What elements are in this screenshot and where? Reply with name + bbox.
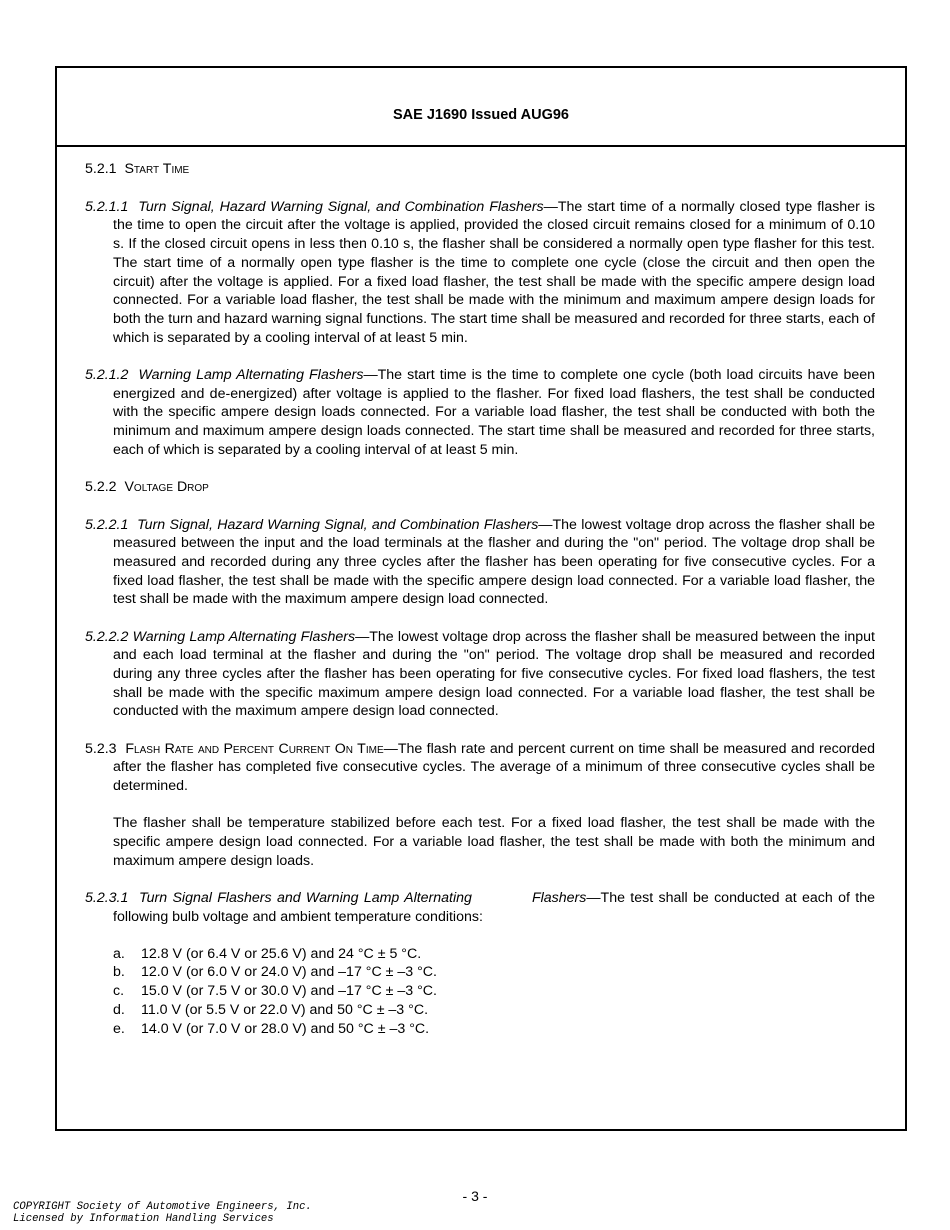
section-number: 5.2.1.2 (85, 366, 129, 383)
em-dash: — (586, 889, 601, 906)
document-title: SAE J1690 Issued AUG96 (393, 106, 569, 123)
copyright-notice (13, 1201, 312, 1226)
section-body: The lowest voltage drop across the flasher shall be measured between the input and each load terminal at the flasher and during the "on" period. The voltage drop shall be measured and recorded during any three cycles after the flasher has been operating for five consecutive cycles. For fixed load flashers, the test shall be made with the specific maximum ampere design load connected. For a variable load flasher, the test shall be conducted with the maximum ampere design load connected. (113, 628, 875, 720)
em-dash: — (363, 366, 378, 383)
list-item: d. 11.0 V (or 5.5 V or 22.0 V) and 50 °C ± –3 °C. (113, 1001, 429, 1018)
list-item: b. 12.0 V (or 6.0 V or 24.0 V) and –17 °C ± –3 °C. (113, 964, 437, 981)
section-5-2-3 (85, 740, 875, 796)
em-dash: — (543, 198, 558, 215)
section-5-2-1-heading (85, 160, 875, 179)
section-body: The test shall be conducted at each of the following bulb voltage and ambient temperature conditions: (113, 889, 875, 925)
section-number: 5.2.2 (85, 478, 117, 495)
section-number: 5.2.2.1 (85, 516, 129, 533)
section-5-2-2-heading (85, 478, 875, 497)
section-number: 5.2.2.2 (85, 628, 129, 645)
section-number: 5.2.3.1 (85, 889, 129, 906)
section-body: The start time of a normally closed type flasher is the time to open the circuit after the voltage is applied, provided the closed circuit remains closed for a minimum of 0.10 s. If the closed circuit opens in less then 0.10 s, the flasher shall be considered a normally open type flasher for this test. The start time of a normally open type flasher is the time to complete one cycle (close the circuit and then open the circuit) after the voltage is applied. For a fixed load flasher, the test shall be made with the specific ampere design load connected. For a variable load flasher, the test shall be made with the minimum and maximum ampere design loads for both the turn and hazard warning signal functions. The start time shall be measured and recorded for three starts, each of which is separated by a cooling interval of at least 5 min. (113, 198, 875, 346)
license-line: Licensed by Information Handling Services (13, 1213, 274, 1226)
page-frame (55, 66, 907, 1131)
section-5-2-1-2 (85, 366, 875, 460)
section-title-continued: Flashers (531, 889, 587, 906)
section-title: Warning Lamp Alternating Flashers (138, 366, 364, 383)
list-item: c. 15.0 V (or 7.5 V or 30.0 V) and –17 °C ± –3 °C. (113, 983, 437, 1000)
list-item: a. 12.8 V (or 6.4 V or 25.6 V) and 24 °C ± 5 °C. (113, 945, 422, 962)
section-title: Turn Signal, Hazard Warning Signal, and Combination Flashers (138, 198, 544, 215)
page-number: - 3 - (462, 1188, 488, 1204)
section-number: 5.2.1 (85, 161, 117, 177)
section-title: Turn Signal Flashers and Warning Lamp Alternating (139, 889, 472, 906)
list-item: e. 14.0 V (or 7.0 V or 28.0 V) and 50 °C ± –3 °C. (113, 1020, 430, 1037)
em-dash: — (383, 740, 398, 757)
section-title: Voltage Drop (124, 478, 209, 495)
em-dash: — (355, 628, 370, 645)
section-5-2-2-1 (85, 516, 875, 610)
test-conditions-list (113, 945, 875, 1039)
section-body: The start time is the time to complete one cycle (both load circuits have been energized and de-energized) after voltage is applied to the flasher. For fixed load flashers, the test shall be conducted with the specific ampere design loads connected. For a variable load flasher, the test shall be conducted with both the minimum and maximum ampere design loads connected. The start time shall be measured and recorded for three starts, each of which is separated by a cooling interval of at least 5 min. (113, 366, 876, 458)
section-5-2-3-1 (85, 889, 875, 926)
section-title: Warning Lamp Alternating Flashers (132, 628, 356, 645)
section-title: Start Time (124, 161, 190, 177)
section-title: Turn Signal, Hazard Warning Signal, and Combination Flashers (137, 516, 539, 533)
section-5-2-2-2 (85, 628, 875, 722)
section-5-2-1-1 (85, 198, 875, 348)
copyright-line: COPYRIGHT Society of Automotive Engineers, Inc. (13, 1201, 312, 1213)
section-5-2-3-paragraph-2: The flasher shall be temperature stabilized before each test. For a fixed load flasher, the test shall be made with the specific ampere design load connected. For a variable load flasher, the test shall be made with both the minimum and maximum ampere design loads. (113, 815, 875, 869)
section-title: Flash Rate and Percent Current On Time (125, 740, 384, 757)
section-number: 5.2.3 (85, 740, 117, 757)
page-header (57, 68, 905, 147)
section-number: 5.2.1.1 (85, 198, 129, 215)
section-body: The lowest voltage drop across the flasher shall be measured between the input and the load terminals at the flasher and during the "on" period. The voltage drop shall be measured and recorded during any three cycles after the flasher has been operating for five consecutive cycles. For a fixed load flasher, the test shall be made with the specific ampere design load connected. For a variable load flasher, the test shall be made with the maximum ampere design load connected. (113, 516, 875, 608)
document-body (85, 160, 875, 1038)
section-body: The flash rate and percent current on time shall be measured and recorded after the flasher has completed five consecutive cycles. The average of a minimum of three consecutive cycles shall be determined. (113, 740, 876, 794)
em-dash: — (538, 516, 553, 533)
